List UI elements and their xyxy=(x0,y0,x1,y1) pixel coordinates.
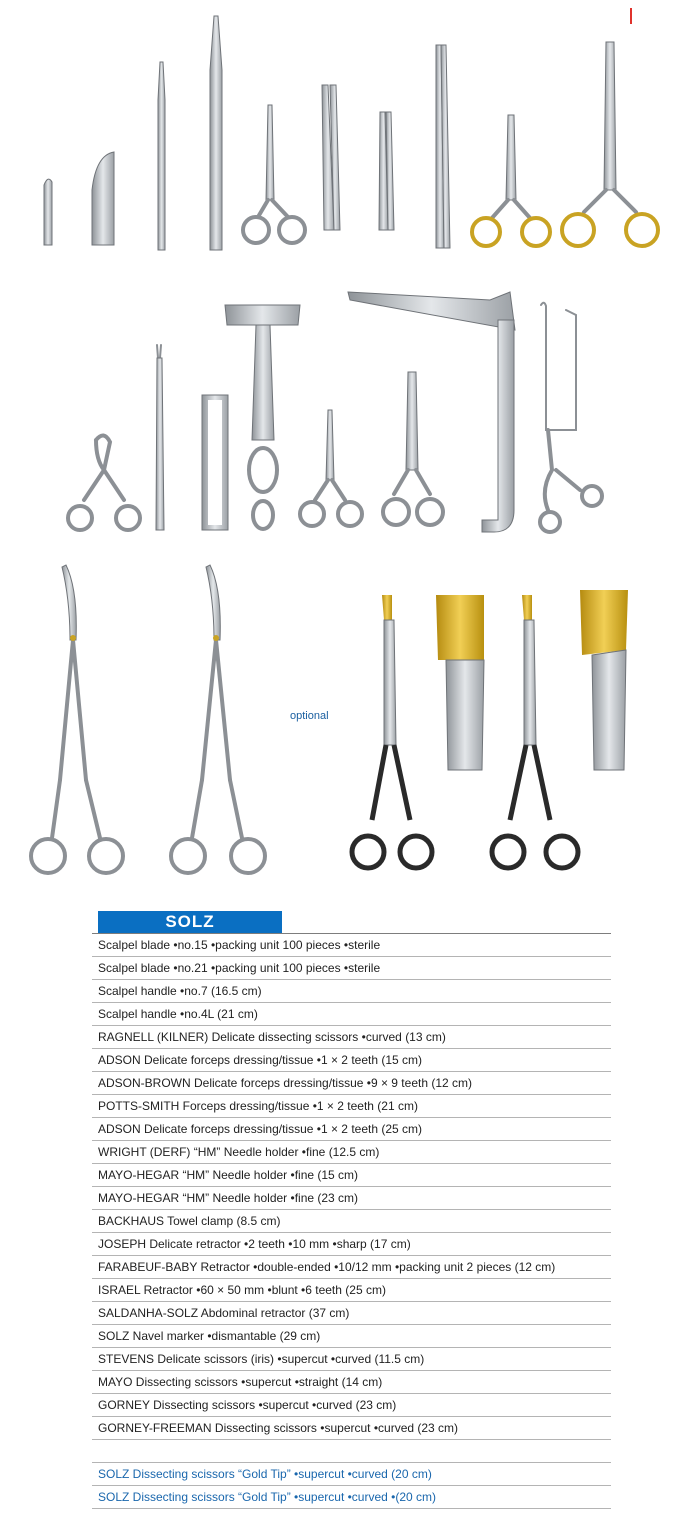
list-item: MAYO-HEGAR “HM” Needle holder •fine (15 cm) xyxy=(92,1164,611,1187)
scalpel-blade-21-icon xyxy=(92,152,114,245)
list-item: Scalpel blade •no.21 •packing unit 100 pieces •sterile xyxy=(92,957,611,980)
list-item: ADSON Delicate forceps dressing/tissue •1 × 2 teeth (25 cm) xyxy=(92,1118,611,1141)
list-item: MAYO-HEGAR “HM” Needle holder •fine (23 cm) xyxy=(92,1187,611,1210)
list-item: FARABEUF-BABY Retractor •double-ended •10/12 mm •packing unit 2 pieces (12 cm) xyxy=(92,1256,611,1279)
iris-scissors-icon xyxy=(300,410,362,526)
scalpel-blade-15-icon xyxy=(44,179,52,245)
long-scissors-icon xyxy=(31,565,123,873)
blank-row xyxy=(92,1440,611,1463)
optional-list-item: SOLZ Dissecting scissors “Gold Tip” •supercut •curved •(20 cm) xyxy=(92,1486,611,1509)
forceps-icon xyxy=(379,112,394,230)
gold-tip-detail-icon xyxy=(580,590,628,770)
forceps-icon xyxy=(322,85,340,230)
dissecting-scissors-icon xyxy=(243,105,305,243)
needle-holder-gold-icon xyxy=(472,115,550,246)
forceps-icon xyxy=(436,45,450,248)
long-scissors-icon xyxy=(171,565,265,873)
scalpel-handle-4l-icon xyxy=(210,16,222,250)
gold-tip-scissors-icon xyxy=(352,595,432,868)
list-item: WRIGHT (DERF) “HM” Needle holder •fine (12.5 cm) xyxy=(92,1141,611,1164)
navel-marker-icon xyxy=(540,303,602,532)
section-header: SOLZ xyxy=(98,911,282,933)
list-item: BACKHAUS Towel clamp (8.5 cm) xyxy=(92,1210,611,1233)
delicate-retractor-icon xyxy=(156,345,164,530)
optional-list-item: SOLZ Dissecting scissors “Gold Tip” •supercut •curved (20 cm) xyxy=(92,1463,611,1486)
abdominal-retractor-icon xyxy=(348,292,515,532)
item-list xyxy=(92,934,611,1509)
list-item: ADSON-BROWN Delicate forceps dressing/tissue •9 × 9 teeth (12 cm) xyxy=(92,1072,611,1095)
list-item: Scalpel handle •no.7 (16.5 cm) xyxy=(92,980,611,1003)
list-item: MAYO Dissecting scissors •supercut •straight (14 cm) xyxy=(92,1371,611,1394)
list-item: GORNEY-FREEMAN Dissecting scissors •supercut •curved (23 cm) xyxy=(92,1417,611,1440)
list-item: SOLZ Navel marker •dismantable (29 cm) xyxy=(92,1325,611,1348)
list-item: SALDANHA-SOLZ Abdominal retractor (37 cm) xyxy=(92,1302,611,1325)
list-item: ISRAEL Retractor •60 × 50 mm •blunt •6 teeth (25 cm) xyxy=(92,1279,611,1302)
rake-retractor-icon xyxy=(225,305,300,529)
optional-label: optional xyxy=(290,710,329,722)
list-item: POTTS-SMITH Forceps dressing/tissue •1 × 2 teeth (21 cm) xyxy=(92,1095,611,1118)
towel-clamp-icon xyxy=(68,435,140,530)
mayo-scissors-icon xyxy=(383,372,443,525)
list-item: JOSEPH Delicate retractor •2 teeth •10 mm •sharp (17 cm) xyxy=(92,1233,611,1256)
list-item: RAGNELL (KILNER) Delicate dissecting scissors •curved (13 cm) xyxy=(92,1026,611,1049)
gold-tip-detail-icon xyxy=(436,595,484,770)
double-ended-retractor-icon xyxy=(202,395,228,530)
gold-tip-scissors-icon xyxy=(492,595,578,868)
list-item: GORNEY Dissecting scissors •supercut •curved (23 cm) xyxy=(92,1394,611,1417)
list-item: ADSON Delicate forceps dressing/tissue •1 × 2 teeth (15 cm) xyxy=(92,1049,611,1072)
list-item: Scalpel blade •no.15 •packing unit 100 pieces •sterile xyxy=(92,934,611,957)
needle-holder-gold-icon xyxy=(562,42,658,246)
scalpel-handle-7-icon xyxy=(158,62,165,250)
list-item: STEVENS Delicate scissors (iris) •supercut •curved (11.5 cm) xyxy=(92,1348,611,1371)
list-item: Scalpel handle •no.4L (21 cm) xyxy=(92,1003,611,1026)
